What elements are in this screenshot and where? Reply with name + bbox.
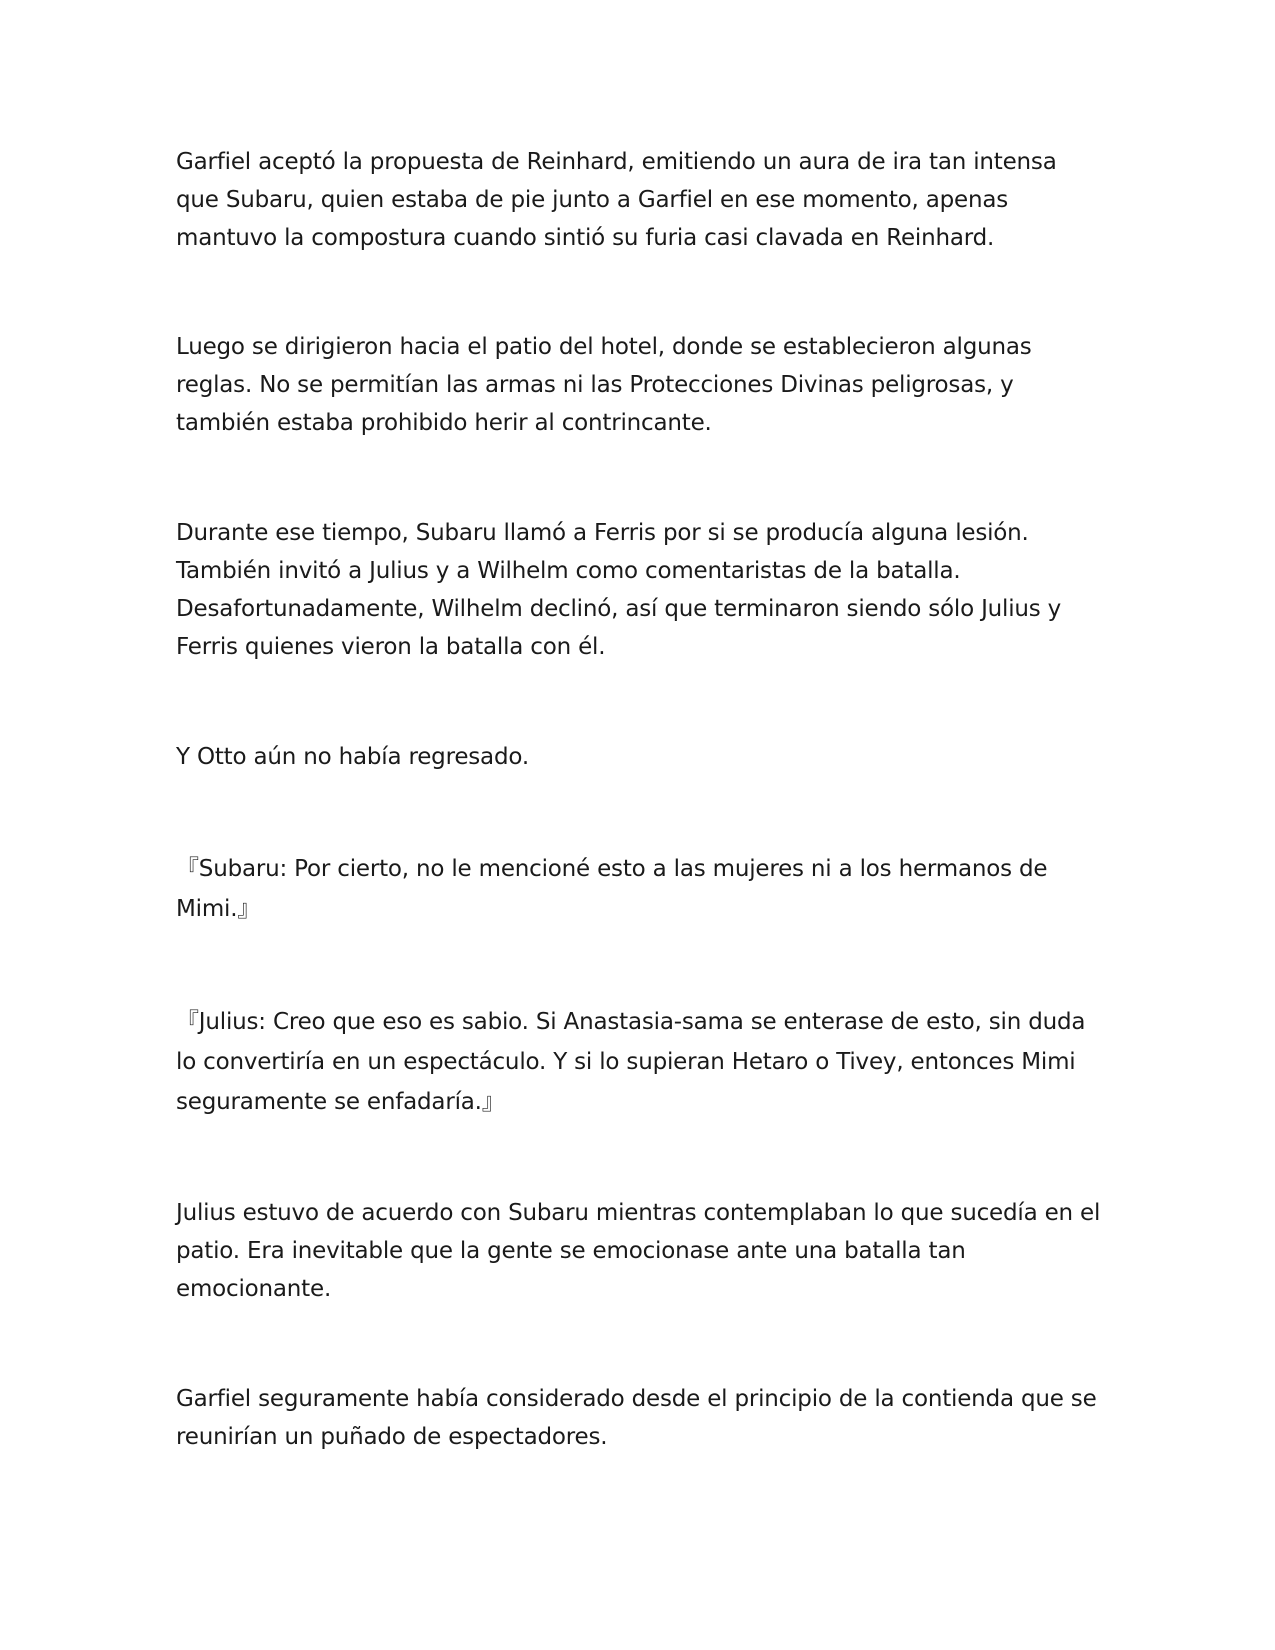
paragraph-7: Julius estuvo de acuerdo con Subaru mientras contemplaban lo que sucedía en el patio. Era inevitable que la gente se emocionase ante una batalla tan emocionante. [176, 1200, 1108, 1302]
paragraph-2: Luego se dirigieron hacia el patio del hotel, donde se establecieron algunas reglas. No se permitían las armas ni las Protecciones Divinas peligrosas, y también estaba prohibido herir al contrincante. [176, 334, 1039, 436]
dialogue-julius: 『Julius: Creo que eso es sabio. Si Anastasia-sama se enterase de esto, sin duda lo convertiría en un espectáculo. Y si lo supieran Hetaro o Tivey, entonces Mimi seguramente se enfadaría.』 [176, 1009, 1093, 1115]
paragraph-3: Durante ese tiempo, Subaru llamó a Ferris por si se producía alguna lesión. También invitó a Julius y a Wilhelm como comentaristas de la batalla. Desafortunadamente, Wilhelm declinó, así que terminaron siendo sólo Julius y Ferris quienes vieron la batalla con él. [176, 520, 1069, 660]
paragraph-4: Y Otto aún no había regresado. [176, 744, 529, 770]
dialogue-subaru: 『Subaru: Por cierto, no le mencioné esto a las mujeres ni a los hermanos de Mimi.』 [176, 856, 1055, 922]
paragraph-1: Garfiel aceptó la propuesta de Reinhard, emitiendo un aura de ira tan intensa que Subaru, quien estaba de pie junto a Garfiel en ese momento, apenas mantuvo la compostura cuando sintió su furia casi clavada en Reinhard. [176, 149, 1064, 251]
paragraph-8: Garfiel seguramente había considerado desde el principio de la contienda que se reunirían un puñado de espectadores. [176, 1386, 1104, 1450]
